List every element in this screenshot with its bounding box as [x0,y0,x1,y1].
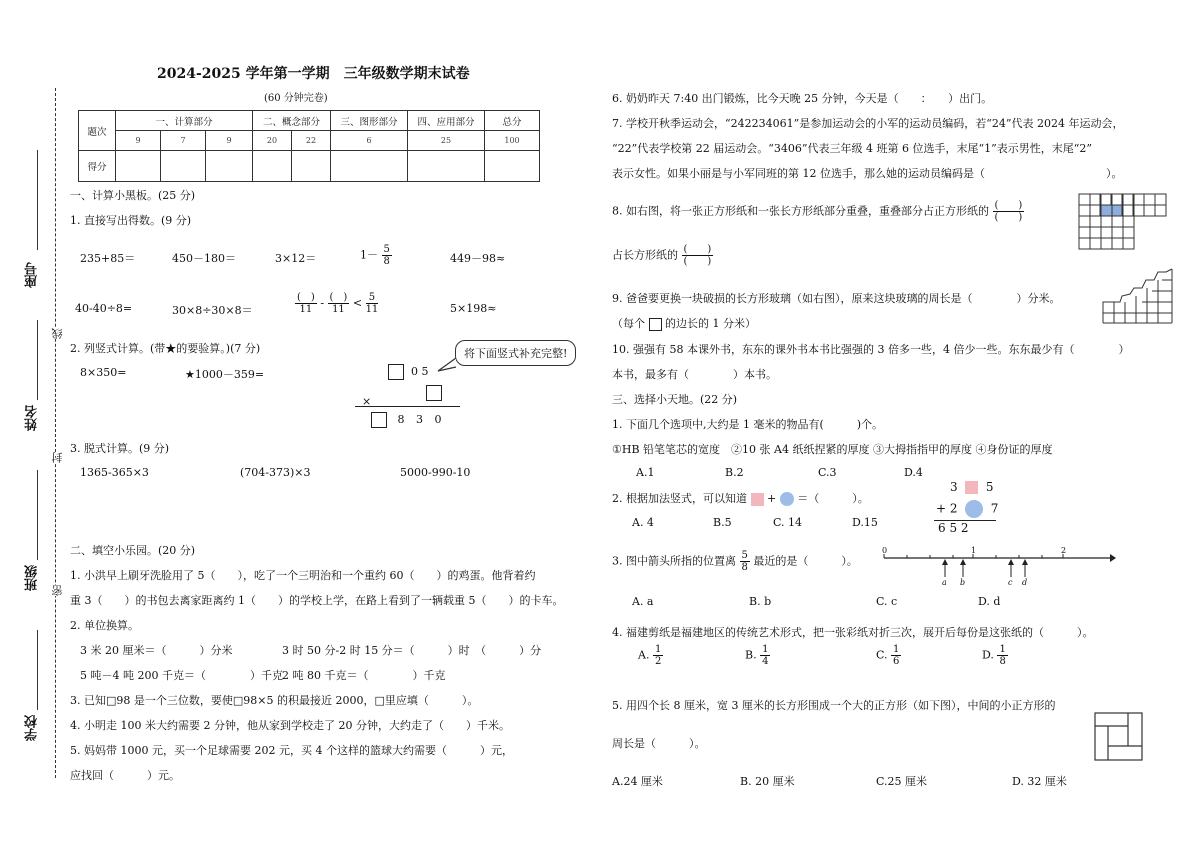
score-input-cell[interactable] [331,151,408,182]
fill-q10-line1: 10. 强强有 58 本课外书，东东的课外书本书比强强的 3 倍多一些，4 倍少一些。东东最少有（ ） [612,343,1130,356]
score-input-cell[interactable] [253,151,292,182]
fill-q6: 6. 奶奶昨天 7:40 出门锻炼，比今天晚 25 分钟，今天是（ ： ）出门。 [612,92,993,105]
choice-option-a[interactable]: A. a [632,595,654,608]
name-label: 姓名 [25,405,40,431]
number-line-label-c: c [1008,578,1013,587]
choice-option-d[interactable]: D. $\frac{1}{8}$ [982,644,1006,667]
fill-q2-item: 5 吨－4 吨 200 千克＝（ ）千克 [80,669,283,682]
q1-item: 235+85＝ [80,252,136,265]
choice-option-b[interactable]: B.2 [725,466,744,479]
seal-mi: 密 [51,585,64,596]
fill-q9-line1: 9. 爸爸要更换一块破损的长方形玻璃（如右图），原来这块玻璃的周长是（ ）分米。 [612,292,1061,305]
fill-q2-heading: 2. 单位换算。 [70,619,139,632]
seat-label: 座号 [25,262,40,288]
points-cell: 6 [331,131,408,151]
choice-option-a[interactable]: A. 4 [632,516,654,529]
q3-item: (704-373)×3 [240,466,311,479]
seal-xian: 线 [51,328,64,339]
points-cell: 22 [292,131,331,151]
blue-circle-icon [780,492,794,506]
score-input-cell[interactable] [408,151,485,182]
fill-q8-line2: 占长方形纸的 $\frac{( )}{( )}$ [612,244,712,267]
score-input-cell[interactable] [206,151,253,182]
section-1-heading: 一、计算小黑板。(25 分) [70,189,196,202]
number-line-tick-0: 0 [882,546,888,555]
class-label: 班级 [25,565,40,591]
fraction-blank-11: $\frac{( )}{11}$ [297,292,315,315]
fill-q1-line1: 1. 小洪早上刷牙洗脸用了 5（ ），吃了一个三明治和一个重约 60（ ）的鸡蛋。他背着约 [70,569,536,582]
binding-dashed-line [55,88,56,778]
bubble-tail [436,355,460,375]
choice-option-b[interactable]: B. 20 厘米 [740,775,795,788]
section-3-heading: 三、选择小天地。(22 分) [612,393,738,406]
school-label: 学校 [25,715,40,741]
points-cell: 9 [116,131,161,151]
q2-item: ★1000－359= [185,368,265,381]
q2-heading: 2. 列竖式计算。(带★的要验算。)(7 分) [70,342,261,355]
unit-square-icon [649,318,662,331]
class-underline [37,470,38,560]
section-header: 二、概念部分 [253,111,331,131]
q3-heading: 3. 脱式计算。(9 分) [70,442,170,455]
number-line-tick-1: 1 [971,546,977,555]
choice-option-b[interactable]: B. $\frac{1}{4}$ [745,644,769,667]
number-line-figure [878,545,1118,590]
name-underline [37,320,38,400]
q1-item-fraction [360,244,392,267]
choice-option-b[interactable]: B.5 [713,516,732,529]
choice-option-a[interactable]: A.24 厘米 [612,775,663,788]
choice-q3: 3. 图中箭头所指的位置离 $\frac{5}{8}$ 最近的是（ ）。 [612,550,858,573]
addition-vertical: 3 5 + 2 7 6 5 2 [936,480,999,535]
points-cell: 100 [485,131,540,151]
score-table [78,110,540,182]
school-underline [37,630,38,710]
choice-option-c[interactable]: C.25 厘米 [876,775,928,788]
section-header: 一、计算部分 [116,111,253,131]
score-input-cell[interactable] [292,151,331,182]
section-header: 四、应用部分 [408,111,485,131]
number-line-label-d: d [1022,578,1028,587]
number-line-label-a: a [942,578,947,587]
choice-option-d[interactable]: D.15 [852,516,878,529]
fill-q5-line1: 5. 妈妈带 1000 元，买一个足球需要 202 元，买 4 个这样的篮球大约需要（ ）元， [70,744,513,757]
blank-box[interactable] [371,412,387,428]
choice-q2: 2. 根据加法竖式，可以知道 + ＝（ ）。 [612,492,869,505]
q1-item: 450－180＝ [172,252,236,265]
choice-option-b[interactable]: B. b [749,595,772,608]
fill-q8-line1: 8. 如右图，将一张正方形纸和一张长方形纸部分重叠，重叠部分占正方形纸的 $\frac{( )}{( )}$ [612,200,1023,223]
choice-q5-line2: 周长是（ ）。 [612,737,706,750]
choice-option-d[interactable]: D. d [978,595,1001,608]
fill-q2-item: 3 米 20 厘米＝（ ）分米 [80,644,233,657]
section-2-heading: 二、填空小乐园。(20 分) [70,544,196,557]
q1-heading: 1. 直接写出得数。(9 分) [70,214,192,227]
choice-q1-options: ①HB 铅笔笔芯的宽度 ②10 张 A4 纸纸捏紧的厚度 ③大拇指指甲的厚度 ④身份证的厚度 [612,443,1053,456]
blank-box[interactable] [426,385,442,401]
fill-q9-line2: （每个 的边长的 1 分米） [612,317,756,330]
q1-item: 449－98≈ [450,252,506,265]
fill-q5-line2: 应找回（ ）元。 [70,769,180,782]
score-input-cell[interactable] [116,151,161,182]
fill-q2-item: 2 吨 80 千克＝（ ）千克 [282,669,446,682]
fill-q1-line2: 重 3（ ）的书包去离家距离约 1（ ）的学校上学，在路上看到了一辆载重 5（ ）的卡车。 [70,594,564,607]
fraction-blank-11: $\frac{( )}{11}$ [329,292,348,315]
points-cell: 7 [161,131,206,151]
number-line-label-b: b [960,578,966,587]
fill-q4: 4. 小明走 100 米大约需要 2 分钟，他从家到学校走了 20 分钟，大约走了（ ）千米。 [70,719,510,732]
section-header: 三、图形部分 [331,111,408,131]
q2-item: 8×350= [80,366,127,379]
blank-box[interactable] [388,364,404,380]
page-title: 2024-2025 学年第一学期 三年级数学期末试卷 [157,66,470,82]
score-input-cell[interactable] [161,151,206,182]
vertical-calc-rule [355,406,460,407]
choice-option-c[interactable]: C.3 [818,466,837,479]
score-input-cell[interactable] [485,151,540,182]
choice-option-d[interactable]: D.4 [904,466,923,479]
choice-q4: 4. 福建剪纸是福建地区的传统艺术形式，把一张彩纸对折三次，展开后每份是这张纸的（ ）。 [612,626,1094,639]
hint-bubble: 将下面竖式补充完整! [455,340,576,366]
points-cell: 9 [206,131,253,151]
fill-q7-line2: “22”代表学校第 22 届运动会。“3406”代表三年级 4 班第 6 位选手，末尾“1”表示男性，末尾“2” [612,142,1092,155]
choice-q1: 1. 下面几个选项中,大约是 1 毫米的物品有( )个。 [612,418,884,431]
choice-option-c[interactable]: C. c [876,595,898,608]
fraction-5-11: $\frac{5}{11}$ [365,292,379,315]
broken-glass-figure [1102,268,1174,324]
seat-underline [37,150,38,250]
fraction-blank: $\frac{( )}{( )}$ [994,200,1023,223]
pink-square-icon [751,493,764,506]
fill-q3: 3. 已知□98 是一个三位数，要使□98×5 的积最接近 2000，□里应填（ ）。 [70,694,479,707]
fill-q7-line3: 表示女性。如果小丽是与小军同班的第 12 位选手，那么她的运动员编码是（ ）。 [612,167,1123,180]
fraction-blank: $\frac{( )}{( )}$ [683,244,712,267]
choice-option-c[interactable]: C. $\frac{1}{6}$ [876,644,900,667]
fill-q10-line2: 本书，最多有（ ）本书。 [612,368,777,381]
choice-option-d[interactable]: D. 32 厘米 [1012,775,1067,788]
choice-q5-line1: 5. 用四个长 8 厘米，宽 3 厘米的长方形围成一个大的正方形（如下图），中间的小正方形的 [612,699,1056,712]
seal-feng: 封 [51,452,64,463]
q3-item: 5000-990-10 [400,466,471,479]
q1-item: 1－ [360,248,378,262]
q1-item: 5×198≈ [450,302,497,315]
fraction-5-8: $\frac{5}{8}$ [383,244,390,267]
row-header-score: 得分 [79,151,116,182]
choice-option-c[interactable]: C. 14 [773,516,803,529]
points-cell: 20 [253,131,292,151]
vertical-calc-top: 0 5 [388,364,429,380]
q3-item: 1365-365×3 [80,466,149,479]
q1-item: 3×12＝ [275,252,317,265]
q1-fraction-inequality: $\frac{( )}{11}$ - $\frac{( )}{11}$ < $\frac{5}{11}$ [297,292,379,315]
q1-item: 40-40÷8= [75,302,133,315]
vertical-calc-op: × [362,395,372,408]
fill-q7-line1: 7. 学校开秋季运动会，“242234061”是参加运动会的小军的运动员编码，若“24”代表 2024 年运动会， [612,117,1124,130]
row-header-topic: 题次 [79,111,116,151]
vertical-calc-bottom: 8 3 0 [371,412,446,428]
fraction-5-8: $\frac{5}{8}$ [741,550,748,573]
number-line-tick-2: 2 [1061,546,1067,555]
q1-item: 30×8÷30×8＝ [172,304,253,317]
choice-option-a[interactable]: A.1 [636,466,655,479]
overlap-grid-figure [1078,193,1168,253]
fill-q2-item: 3 时 50 分-2 时 15 分＝（ ）时 （ ）分 [282,644,542,657]
pinwheel-rectangles-figure [1094,712,1144,762]
page-subtitle: (60 分钟完卷) [264,93,328,104]
section-header: 总分 [485,111,540,131]
choice-option-a[interactable]: A. $\frac{1}{2}$ [638,644,662,667]
points-cell: 25 [408,131,485,151]
